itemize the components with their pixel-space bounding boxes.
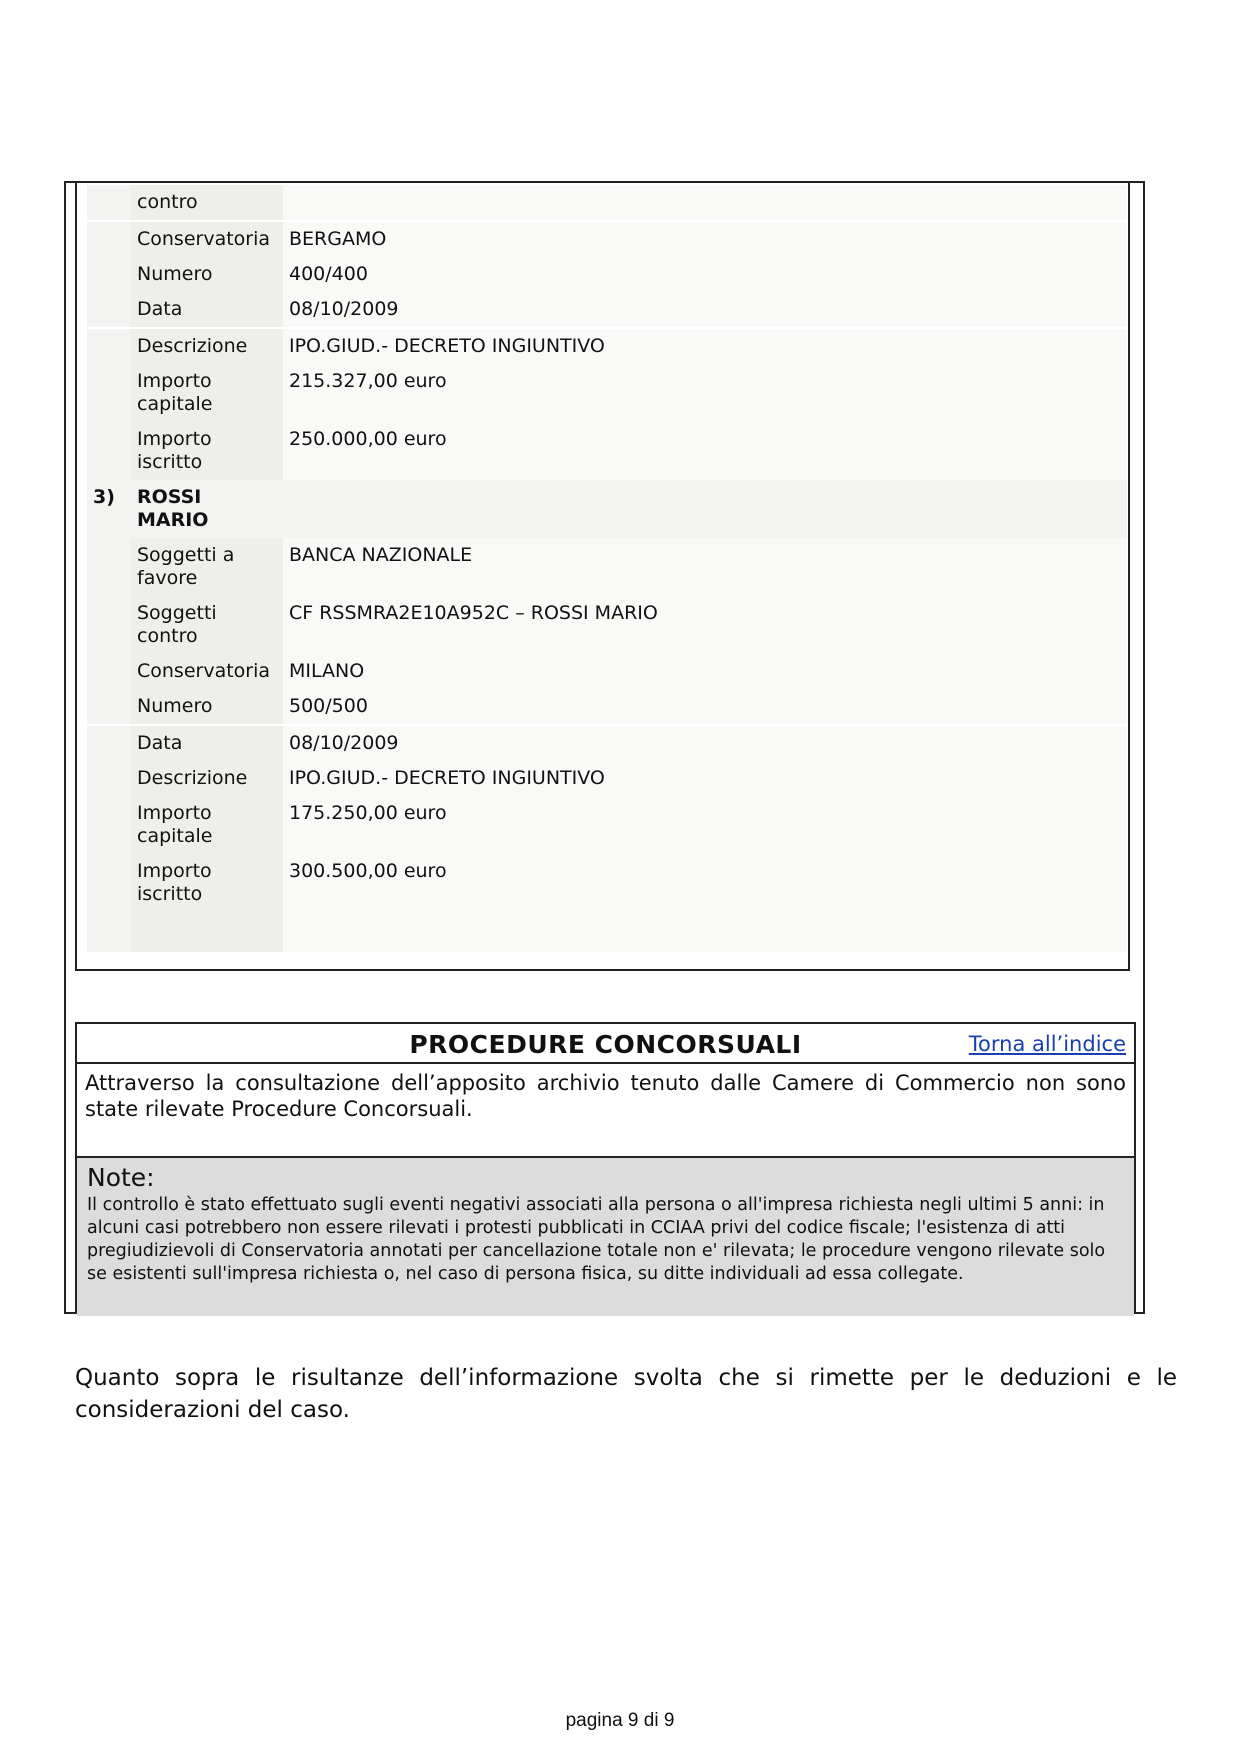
table-row <box>87 538 1127 596</box>
table-row <box>87 364 1127 422</box>
row-number <box>87 328 131 364</box>
entry-number: 3) <box>87 480 131 538</box>
row-label: Data <box>131 292 283 328</box>
entry-name: ROSSI MARIO <box>131 480 283 538</box>
row-label: Conservatoria <box>131 654 283 689</box>
row-value: BERGAMO <box>283 221 1127 257</box>
note-box <box>77 1158 1134 1316</box>
row-label: Importo capitale <box>131 796 283 854</box>
note-text: Il controllo è stato effettuato sugli eventi negativi associati alla persona o all'impresa richiesta negli ultimi 5 anni: in alcuni casi potrebbero non essere rilevati i protesti pubblicati in CCIAA privi del codice fiscale; l'esistenza di atti pregiudizievoli di Conservatoria annotati per cancellazione totale non e' rilevata; le procedure vengono rilevate solo se esistenti sull'impresa richiesta o, nel caso di persona fisica, su ditte individuali ad essa collegate. <box>87 1195 1106 1284</box>
row-value <box>283 185 1127 221</box>
procedure-title: PROCEDURE CONCORSUALI <box>409 1030 802 1059</box>
row-number <box>87 596 131 654</box>
row-label: Numero <box>131 689 283 725</box>
row-value: CF RSSMRA2E10A952C – ROSSI MARIO <box>283 596 1127 654</box>
row-label: Conservatoria <box>131 221 283 257</box>
procedure-text: Attraverso la consultazione dell’apposito archivio tenuto dalle Camere di Commercio non sono state rilevate Procedure Concorsuali. <box>77 1064 1134 1158</box>
table-row <box>87 796 1127 854</box>
records-frame <box>75 183 1130 971</box>
row-number <box>87 761 131 796</box>
row-number <box>87 725 131 761</box>
row-label: contro <box>131 185 283 221</box>
row-value: IPO.GIUD.- DECRETO INGIUNTIVO <box>283 761 1127 796</box>
pad-cell <box>87 912 131 952</box>
row-label: Importo capitale <box>131 364 283 422</box>
note-title: Note: <box>87 1163 155 1192</box>
row-label: Importo iscritto <box>131 422 283 480</box>
row-number <box>87 221 131 257</box>
table-row <box>87 292 1127 328</box>
row-value: 300.500,00 euro <box>283 854 1127 912</box>
table-row <box>87 761 1127 796</box>
row-value: 400/400 <box>283 257 1127 292</box>
records-table <box>87 185 1127 952</box>
entry-header-row <box>87 480 1127 538</box>
row-number <box>87 257 131 292</box>
page-footer: pagina 9 di 9 <box>565 1710 675 1731</box>
row-number <box>87 854 131 912</box>
table-row <box>87 596 1127 654</box>
row-value: 215.327,00 euro <box>283 364 1127 422</box>
table-row <box>87 725 1127 761</box>
row-label: Descrizione <box>131 328 283 364</box>
row-number <box>87 185 131 221</box>
row-label: Importo iscritto <box>131 854 283 912</box>
pad-cell <box>131 912 283 952</box>
row-label: Soggetti contro <box>131 596 283 654</box>
back-to-index-link[interactable]: Torna all’indice <box>968 1032 1126 1056</box>
row-label: Soggetti a favore <box>131 538 283 596</box>
row-number <box>87 654 131 689</box>
procedure-concorsuali-box <box>75 1022 1136 1314</box>
table-row <box>87 185 1127 221</box>
table-row <box>87 422 1127 480</box>
row-number <box>87 689 131 725</box>
row-number <box>87 422 131 480</box>
row-value: 08/10/2009 <box>283 725 1127 761</box>
row-number <box>87 796 131 854</box>
row-label: Data <box>131 725 283 761</box>
procedure-header <box>77 1024 1134 1064</box>
closing-paragraph: Quanto sopra le risultanze dell’informazione svolta che si rimette per le deduzioni e le considerazioni del caso. <box>75 1365 1177 1423</box>
row-value: IPO.GIUD.- DECRETO INGIUNTIVO <box>283 328 1127 364</box>
row-label: Descrizione <box>131 761 283 796</box>
table-row <box>87 689 1127 725</box>
table-padding-row <box>87 912 1127 952</box>
row-value: 175.250,00 euro <box>283 796 1127 854</box>
row-value: 08/10/2009 <box>283 292 1127 328</box>
table-row <box>87 257 1127 292</box>
pad-cell <box>283 912 1127 952</box>
row-number <box>87 292 131 328</box>
row-value: MILANO <box>283 654 1127 689</box>
report-frame <box>64 181 1145 1314</box>
row-label: Numero <box>131 257 283 292</box>
row-value: 500/500 <box>283 689 1127 725</box>
row-value: 250.000,00 euro <box>283 422 1127 480</box>
entry-blank <box>283 480 1127 538</box>
table-row <box>87 328 1127 364</box>
row-number <box>87 364 131 422</box>
table-row <box>87 854 1127 912</box>
table-row <box>87 221 1127 257</box>
row-number <box>87 538 131 596</box>
table-row <box>87 654 1127 689</box>
row-value: BANCA NAZIONALE <box>283 538 1127 596</box>
